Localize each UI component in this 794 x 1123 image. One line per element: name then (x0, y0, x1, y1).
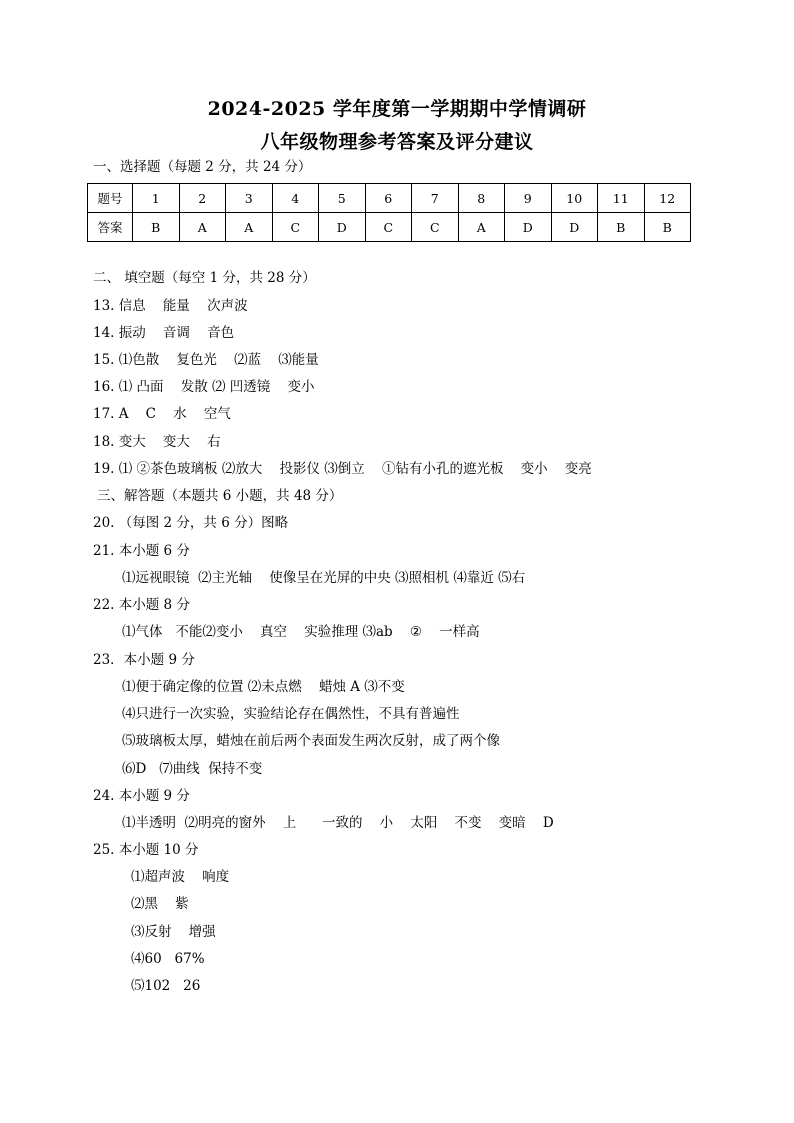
answer-line-23d: ⑹D ⑺曲线 保持不变 (122, 761, 263, 777)
answer-cell: C (272, 213, 319, 242)
answer-cell: C (412, 213, 459, 242)
answer-line-25d: ⑷60 67% (131, 951, 205, 967)
question-number-cell: 4 (272, 184, 319, 213)
answer-line-14: 14. 振动 音调 音色 (93, 325, 235, 341)
choice-answer-table (87, 183, 691, 242)
question-number-cell: 11 (598, 184, 645, 213)
document-title: 2024-2025 学年度第一学期期中学情调研 (207, 98, 587, 120)
answer-line-13: 13. 信息 能量 次声波 (93, 298, 248, 314)
answer-line-18: 18. 变大 变大 右 (93, 434, 221, 450)
answer-cell: B (598, 213, 645, 242)
question-number-cell: 5 (319, 184, 366, 213)
answer-line-22: ⑴气体 不能⑵变小 真空 实验推理 ⑶ab ② 一样高 (122, 624, 480, 640)
section3-heading: 三、解答题（本题共 6 小题，共 48 分） (97, 488, 343, 504)
table-row-answers (88, 213, 691, 242)
answer-line-15: 15. ⑴色散 复色光 ⑵蓝 ⑶能量 (93, 352, 319, 368)
answer-cell: B (644, 213, 691, 242)
answer-line-16: 16. ⑴ 凸面 发散 ⑵ 凹透镜 变小 (93, 379, 315, 395)
question-number-cell: 8 (458, 184, 505, 213)
row-label-question: 题号 (88, 184, 133, 213)
section2-heading: 二、 填空题（每空 1 分，共 28 分） (93, 270, 316, 286)
question-21-title: 21. 本小题 6 分 (93, 543, 190, 559)
question-23-title: 23．本小题 9 分 (93, 652, 195, 668)
row-label-answer: 答案 (88, 213, 133, 242)
question-number-cell: 10 (551, 184, 598, 213)
answer-line-20: 20. （每图 2 分，共 6 分）图略 (93, 515, 289, 531)
question-number-cell: 1 (133, 184, 180, 213)
answer-cell: D (319, 213, 366, 242)
question-25-title: 25. 本小题 10 分 (93, 842, 199, 858)
answer-line-23b: ⑷只进行一次实验，实验结论存在偶然性，不具有普遍性 (122, 706, 460, 722)
question-number-cell: 7 (412, 184, 459, 213)
answer-cell: D (505, 213, 552, 242)
question-number-cell: 3 (226, 184, 273, 213)
answer-cell: A (179, 213, 226, 242)
answer-line-25b: ⑵黑 紫 (131, 896, 189, 912)
answer-line-23c: ⑸玻璃板太厚，蜡烛在前后两个表面发生两次反射，成了两个像 (122, 733, 500, 749)
answer-line-25c: ⑶反射 增强 (131, 924, 216, 940)
answer-line-25a: ⑴超声波 响度 (131, 869, 230, 885)
question-number-cell: 2 (179, 184, 226, 213)
question-22-title: 22. 本小题 8 分 (93, 597, 190, 613)
question-number-cell: 6 (365, 184, 412, 213)
question-number-cell: 12 (644, 184, 691, 213)
table-row-questions (88, 184, 691, 213)
answer-cell: C (365, 213, 412, 242)
answer-cell: A (458, 213, 505, 242)
section1-heading: 一、选择题（每题 2 分，共 24 分） (93, 159, 312, 175)
answer-line-17: 17. A C 水 空气 (93, 406, 231, 422)
answer-line-25e: ⑸102 26 (131, 978, 201, 994)
answer-line-19: 19. ⑴ ②茶色玻璃板 ⑵放大 投影仪 ⑶倒立 ①钻有小孔的遮光板 变小 变亮 (93, 461, 592, 477)
answer-cell: B (133, 213, 180, 242)
answer-cell: D (551, 213, 598, 242)
answer-cell: A (226, 213, 273, 242)
answer-line-21: ⑴远视眼镜 ⑵主光轴 使像呈在光屏的中央 ⑶照相机 ⑷靠近 ⑸右 (122, 570, 526, 586)
answer-line-24: ⑴半透明 ⑵明亮的窗外 上 一致的 小 太阳 不变 变暗 D (122, 815, 554, 831)
question-number-cell: 9 (505, 184, 552, 213)
document-subtitle: 八年级物理参考答案及评分建议 (260, 131, 534, 153)
question-24-title: 24. 本小题 9 分 (93, 788, 190, 804)
answer-line-23a: ⑴便于确定像的位置 ⑵未点燃 蜡烛 A ⑶不变 (122, 679, 405, 695)
